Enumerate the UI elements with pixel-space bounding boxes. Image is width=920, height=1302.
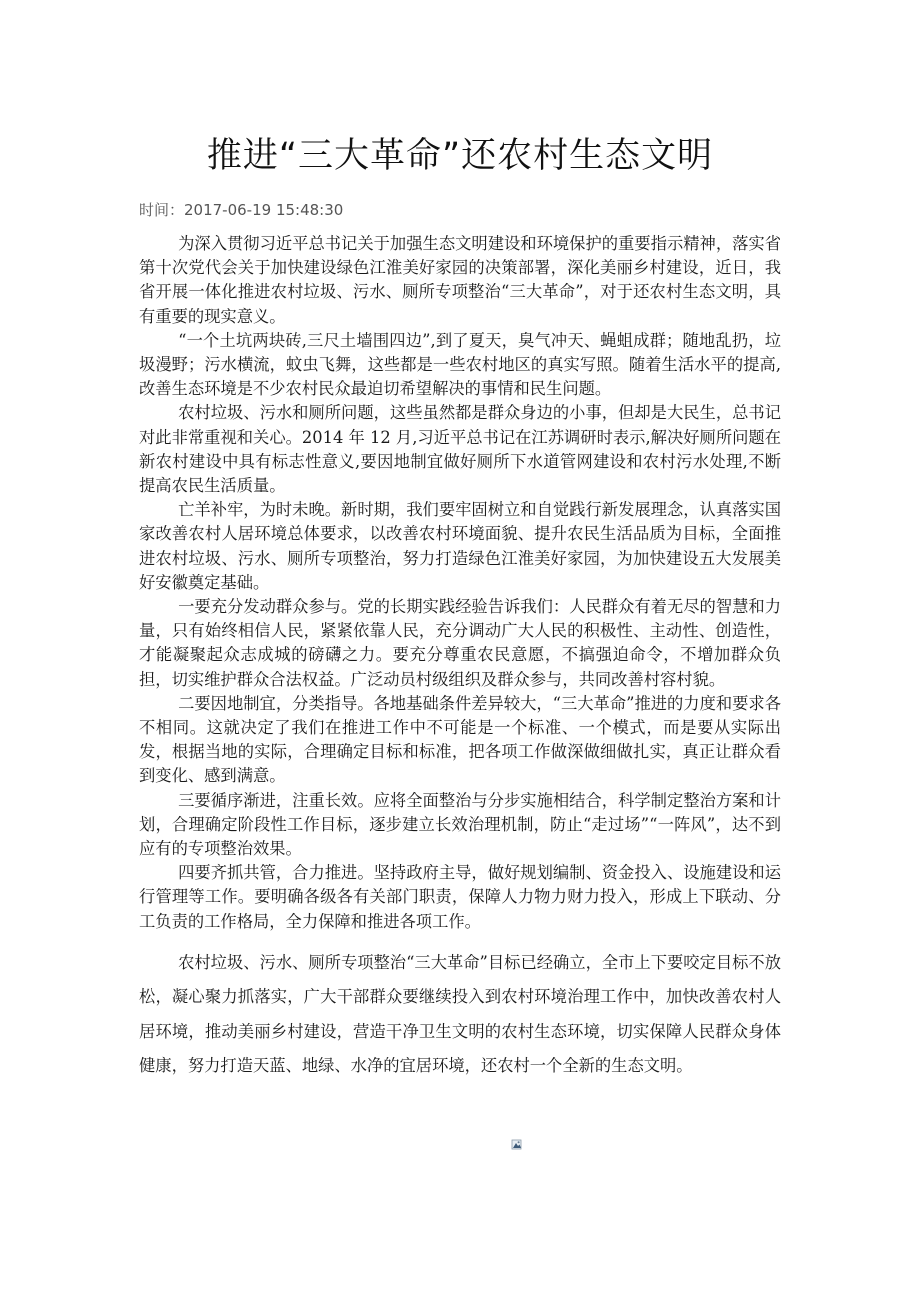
paragraph: 三要循序渐进，注重长效。应将全面整治与分步实施相结合，科学制定整治方案和计划，合理确定阶段性工作目标，逐步建立长效治理机制，防止“走过场”“一阵风”，达不到应有的专项整治效果。	[139, 790, 781, 859]
publish-time: 时间：2017-06-19 15:48:30	[139, 201, 344, 219]
paragraph: “一个土坑两块砖,三尺土墙围四边”,到了夏天，臭气冲天、蝇蛆成群；随地乱扔，垃圾漫野；污水横流，蚊虫飞舞，这些都是一些农村地区的真实写照。随着生活水平的提高,改善生态环境是不少农村民众最迫切希望解决的事情和民生问题。	[139, 330, 781, 399]
small-image-icon	[511, 1138, 522, 1150]
article-title: 推进“三大革命”还农村生态文明	[206, 136, 714, 176]
paragraph: 一要充分发动群众参与。党的长期实践经验告诉我们：人民群众有着无尽的智慧和力量，只有始终相信人民，紧紧依靠人民，充分调动广大人民的积极性、主动性、创造性，才能凝聚起众志成城的磅礴之力。要充分尊重农民意愿，不搞强迫命令，不增加群众负担，切实维护群众合法权益。广泛动员村级组织及群众参与，共同改善村容村貌。	[139, 597, 781, 689]
paragraph: 农村垃圾、污水和厕所问题，这些虽然都是群众身边的小事，但却是大民生，总书记对此非常重视和关心。2014 年 12 月,习近平总书记在江苏调研时表示,解决好厕所问题在新农村建设中具有标志性意义,要因地制宜做好厕所下水道管网建设和农村污水处理,不断提高农民生活质量。	[139, 403, 781, 496]
paragraph: 二要因地制宜，分类指导。各地基础条件差异较大，“三大革命”推进的力度和要求各不相同。这就决定了我们在推进工作中不可能是一个标准、一个模式，而是要从实际出发，根据当地的实际，合理确定目标和标准，把各项工作做深做细做扎实，真正让群众看到变化、感到满意。	[139, 693, 781, 786]
closing-paragraph: 农村垃圾、污水、厕所专项整治“三大革命”目标已经确立，全市上下要咬定目标不放松，凝心聚力抓落实，广大干部群众要继续投入到农村环境治理工作中，加快改善农村人居环境，推动美丽乡村建设，营造干净卫生文明的农村生态环境，切实保障人民群众身体健康，努力打造天蓝、地绿、水净的宜居环境，还农村一个全新的生态文明。	[139, 952, 781, 1076]
paragraph: 亡羊补牢，为时未晚。新时期，我们要牢固树立和自觉践行新发展理念，认真落实国家改善农村人居环境总体要求，以改善农村环境面貌、提升农民生活品质为目标，全面推进农村垃圾、污水、厕所专项整治，努力打造绿色江淮美好家园，为加快建设五大发展美好安徽奠定基础。	[139, 500, 781, 592]
article-body	[139, 232, 781, 1084]
paragraph: 为深入贯彻习近平总书记关于加强生态文明建设和环境保护的重要指示精神，落实省第十次党代会关于加快建设绿色江淮美好家园的决策部署，深化美丽乡村建设，近日，我省开展一体化推进农村垃圾、污水、厕所专项整治“三大革命”，对于还农村生态文明，具有重要的现实意义。	[139, 234, 781, 326]
paragraph: 四要齐抓共管，合力推进。坚持政府主导，做好规划编制、资金投入、设施建设和运行管理等工作。要明确各级各有关部门职责，保障人力物力财力投入，形成上下联动、分工负责的工作格局，全力保障和推进各项工作。	[139, 863, 781, 931]
